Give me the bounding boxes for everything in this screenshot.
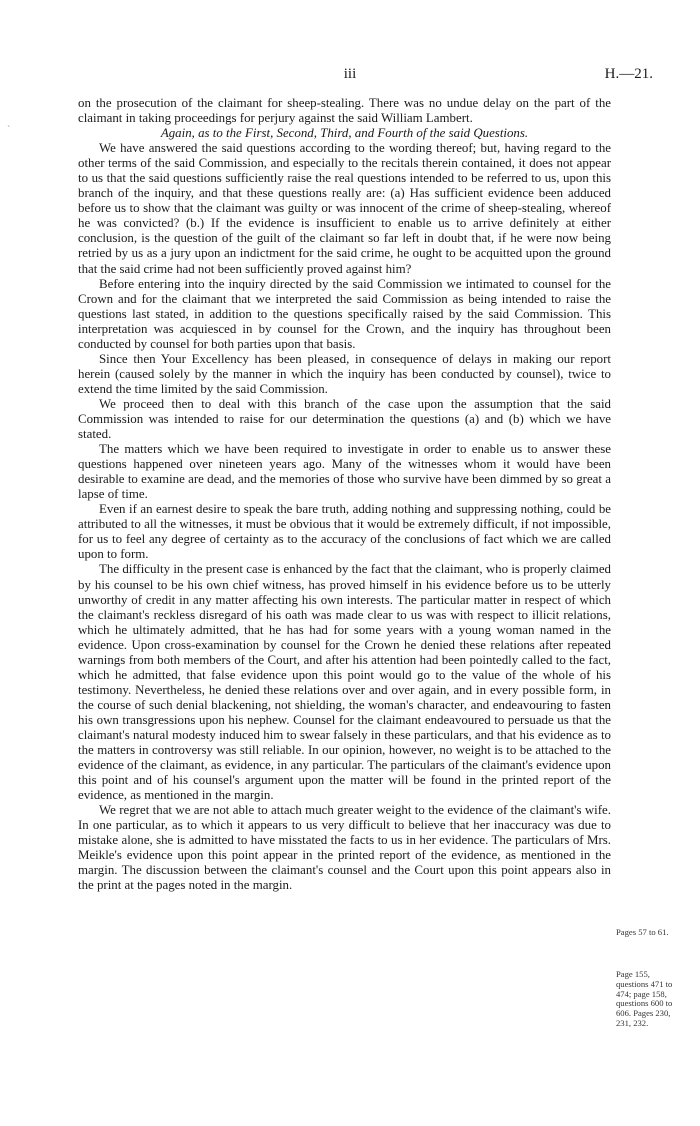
paragraph: We regret that we are not able to attach much greater weight to the evidence of the claimant's wife. In one particular, as to which it appears to us very difficult to believe that her inaccuracy was due to mistake alone, she is admitted to have misstated the facts to us in her evidence. The particulars of Mrs. Meikle's evidence upon this point appear in the printed report of the evidence, as mentioned in the margin. The discussion between the claimant's counsel and the Court upon this point appears also in the print at the pages noted in the margin. (78, 803, 611, 893)
paragraph: on the prosecution of the claimant for sheep-stealing. There was no undue delay on the part of the claimant in taking proceedings for perjury against the said William Lambert. (78, 96, 611, 126)
margin-note: Pages 57 to 61. (616, 927, 669, 937)
margin-mark: ` (7, 125, 11, 136)
paragraph: We have answered the said questions according to the wording thereof; but, having regard to the other terms of the said Commission, and especially to the recitals therein contained, it does not appear to us that the said questions sufficiently raise the real questions intended to be referred to us, upon this branch of the inquiry, and that these questions really are: (a) Has sufficient evidence been adduced before us to show that the claimant was guilty or was innocent of the crime of sheep-stealing, whereof he was convicted? (b.) If the evidence is insufficient to enable us to arrive definitely at either conclusion, is the question of the guilt of the claimant so far left in doubt that, if he were now being retried by us as a jury upon an indictment for the said crime, he ought to be acquitted upon the ground that the said crime had not been sufficiently proved against him? (78, 141, 611, 276)
paragraph: Since then Your Excellency has been pleased, in consequence of delays in making our report herein (caused solely by the manner in which the inquiry has been conducted by counsel), twice to extend the time limited by the said Commission. (78, 351, 611, 396)
paragraph: The difficulty in the present case is enhanced by the fact that the claimant, who is properly claimed by his counsel to be his own chief witness, has proved himself in his evidence before us to be utterly unworthy of credit in any matter affecting his own interests. The particular matter in respect of which the claimant's reckless disregard of his oath was made clear to us was with respect to illicit relations, which he ultimately admitted, that he has had for some years with a young woman named in the evidence. Upon cross-examination by counsel for the Crown he denied these relations after repeated warnings from both members of the Court, and after his attention had been pointedly called to the fact, which he admitted, that false evidence upon this point would go to the value of the whole of his testimony. Nevertheless, he denied these relations over and over again, and in every possible form, in the course of such denial blackening, not shielding, the woman's character, and endeavouring to fasten his own transgressions upon his nephew. Counsel for the claimant endeavoured to persuade us that the claimant's natural modesty induced him to swear falsely in these particulars, and that his evidence as to the matters in controversy was still reliable. In our opinion, however, no weight is to be attached to the evidence of the claimant, as evidence, in any particular. The particulars of the claimant's evidence upon this point and of his counsel's argument upon the matter will be found in the printed report of the evidence, as mentioned in the margin. (78, 562, 611, 803)
paragraph: We proceed then to deal with this branch of the case upon the assumption that the said Commission was intended to raise for our determination the questions (a) and (b) which we have stated. (78, 396, 611, 442)
body-text (78, 96, 611, 893)
paragraph: Before entering into the inquiry directed by the said Commission we intimated to counsel for the Crown and for the claimant that we interpreted the said Commission as being intended to raise the questions last stated, in addition to the questions specifically raised by the said Commission. This interpretation was acquiesced in by counsel for the Crown, and the inquiry has throughout been conducted by counsel for both parties upon that basis. (78, 276, 611, 351)
paragraph: The matters which we have been required to investigate in order to enable us to answer these questions happened over nineteen years ago. Many of the witnesses whom it would have been desirable to examine are dead, and the memories of those who survive have been dimmed by so great a lapse of time. (78, 442, 611, 502)
margin-note: Page 155, questions 471 to 474; page 158, questions 600 to 606. Pages 230, 231, 232. (616, 969, 673, 1028)
paragraph: Even if an earnest desire to speak the bare truth, adding nothing and suppressing nothing, could be attributed to all the witnesses, it must be obvious that it would be extremely difficult, if not impossible, for us to feel any degree of certainty as to the accuracy of the conclusions of fact which we are called upon to form. (78, 502, 611, 562)
document-reference: H.—21. (604, 66, 653, 82)
page-number: iii (343, 66, 357, 82)
section-heading: Again, as to the First, Second, Third, and Fourth of the said Questions. (160, 126, 529, 141)
